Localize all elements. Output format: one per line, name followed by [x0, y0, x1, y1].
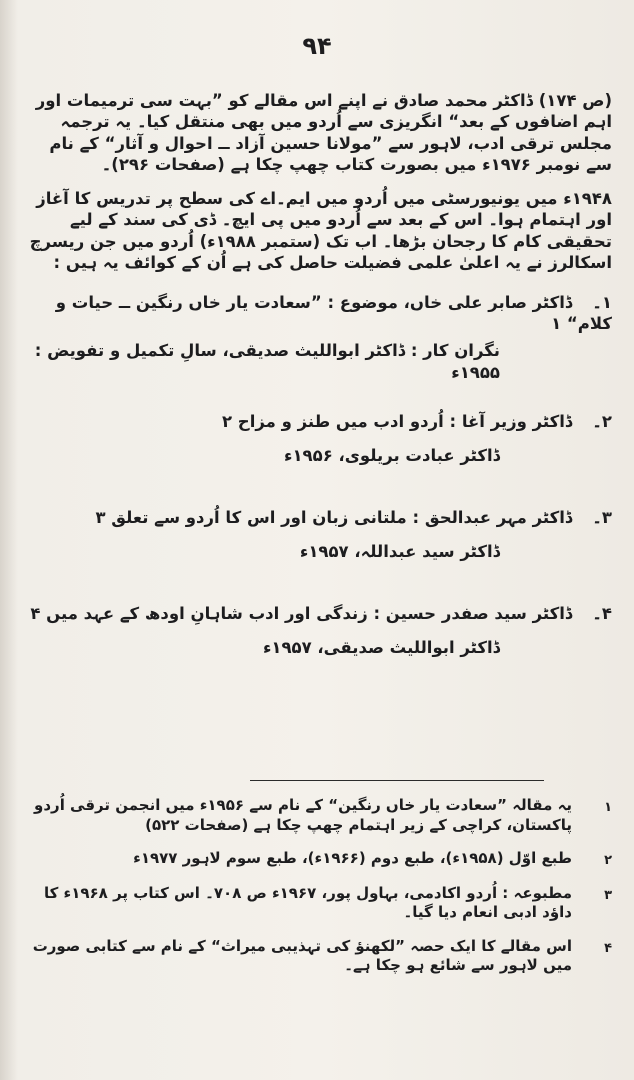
item-number: ۴۔ — [592, 604, 612, 624]
footnotes — [24, 796, 612, 990]
footnote-text: مطبوعہ : اُردو اکادمی، بہاول پور، ۱۹۶۷ء ص ۷۰۸۔ اس کتاب پر ۱۹۶۸ء کا داؤد ادبی انعام دیا گیا۔ — [43, 883, 572, 922]
item-number: ۱۔ — [592, 292, 612, 312]
item-title: ڈاکٹر وزیر آغا : اُردو ادب میں طنز و مزاح ۲ — [221, 412, 573, 432]
footnote-mark: ۲ — [604, 853, 612, 868]
footnote-text: اس مقالے کا ایک حصہ ”لکھنؤ کی تہذیبی میراث“ کے نام سے کتابی صورت میں لاہور سے شائع ہو چکا ہے۔ — [32, 936, 572, 975]
footnote — [24, 884, 612, 923]
footnote-text: طبع اوّل (۱۹۵۸ء)، طبع دوم (۱۹۶۶ء)، طبع سوم لاہور ۱۹۷۷ء — [133, 849, 572, 867]
footnote-mark: ۱ — [604, 800, 612, 815]
footnote-text: یہ مقالہ ”سعادت یار خاں رنگین“ کے نام سے ۱۹۵۶ء میں انجمن ترقی اُردو پاکستان، کراچی کے زیر اہتمام چھپ چکا ہے (صفحات ۵۲۲) — [34, 796, 572, 834]
item-supervisor: نگران کار : ڈاکٹر ابواللیث صدیقی، سالِ تکمیل و تفویض : ۱۹۵۵ء — [34, 341, 500, 382]
item-supervisor: ڈاکٹر سید عبداللہ، ۱۹۵۷ء — [299, 542, 500, 562]
item-number: ۳۔ — [592, 508, 612, 528]
page-number: ۹۴ — [302, 32, 332, 60]
item-supervisor: ڈاکٹر عبادت بریلوی، ۱۹۵۶ء — [284, 446, 500, 466]
list-item — [26, 597, 612, 671]
item-supervisor: ڈاکٹر ابواللیث صدیقی، ۱۹۵۷ء — [262, 638, 500, 658]
list-item — [26, 405, 612, 479]
item-title: ڈاکٹر سید صفدر حسین : زندگی اور ادب شاہانِ اودھ کے عہد میں ۴ — [30, 604, 573, 624]
footnote — [24, 849, 612, 870]
footnote — [24, 937, 612, 976]
scholar-list — [26, 286, 612, 672]
paragraph-phd: ۱۹۴۸ء میں یونیورسٹی میں اُردو میں ایم۔اے کی سطح پر تدریس کا آغاز اور اہتمام ہوا۔ اس کے بعد سے اُردو میں پی ایچ۔ ڈی کی سند کے لیے تحقیقی کام کا رجحان بڑھا۔ اب تک (ستمبر ۱۹۸۸ء) اُردو میں جن ریسرچ اسکالرز نے یہ اعلیٰ علمی فضیلت حاصل کی ہے اُن کے کوائف یہ ہیں : — [29, 188, 612, 273]
list-item — [26, 286, 612, 384]
item-title: ڈاکٹر مہر عبدالحق : ملتانی زبان اور اس کا اُردو سے تعلق ۳ — [95, 508, 573, 528]
list-item — [26, 501, 612, 575]
footnote-mark: ۴ — [604, 940, 612, 956]
item-title: ڈاکٹر صابر علی خاں، موضوع : ”سعادت یار خاں رنگین ــ حیات و کلام“ ۱ — [55, 292, 612, 333]
paragraph-intro: (ص ۱۷۴) ڈاکٹر محمد صادق نے اپنے اس مقالے کو ”بہت سی ترمیمات اور اہم اضافوں کے بعد“ انگریزی سے اُردو میں بھی منتقل کیا۔ یہ ترجمہ مجلس ترقی ادب، لاہور سے ”مولانا حسین آزاد ــ احوال و آثار“ کے نام سے نومبر ۱۹۷۶ء میں بصورت کتاب چھپ چکا ہے (صفحات ۲۹۶)۔ — [35, 91, 612, 175]
item-number: ۲۔ — [592, 412, 612, 432]
footnote-divider — [250, 780, 544, 781]
main-text — [26, 84, 612, 693]
footnote-mark: ۳ — [604, 887, 612, 903]
footnote — [24, 796, 612, 835]
